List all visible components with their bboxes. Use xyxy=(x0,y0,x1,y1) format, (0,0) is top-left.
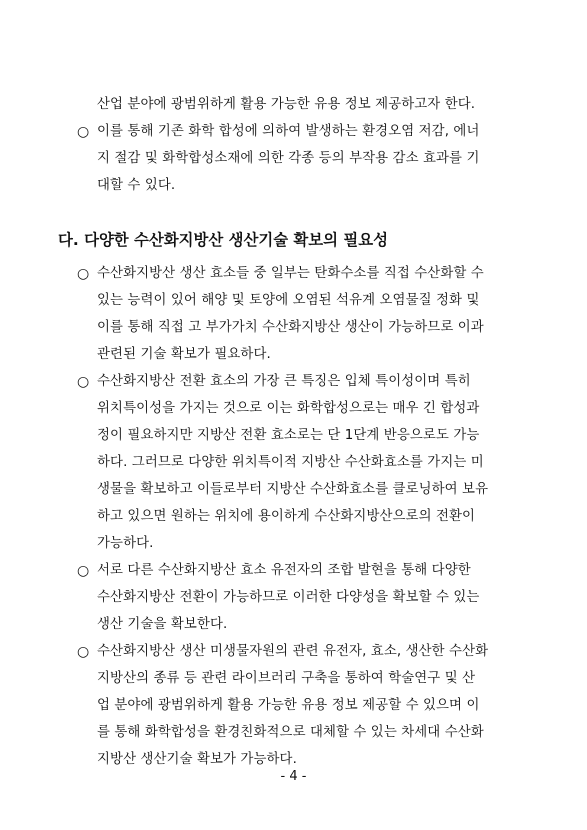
carryover-line: 산업 분야에 광범위하게 활용 가능한 유용 정보 제공하고자 한다. xyxy=(97,97,476,112)
bullet-circle-icon: ○ xyxy=(77,644,90,660)
section-heading: 다. 다양한 수산화지방산 생산기술 확보의 필요성 xyxy=(58,231,388,249)
document-page: 산업 분야에 광범위하게 활용 가능한 유용 정보 제공하고자 한다. ○ 이를 통해 기존 화학 합성에 의하여 발생하는 환경오염 저감, 에너 지 절감 및 화학합성소재에 의한 각종 등의 부작용 감소 효과를 기 대할 수 있다. 다. 다양한 수산화지방산 생산기술 확보의 필요성 ○ 수산화지방산 생산 효소들 중 일부는 탄화수소를 직접 수산화할 수 있는 능력이 있어 해양 및 토양에 오염된 석유계 오염물질 정화 및 이를 통해 직접 고 부가가치 수산화지방산 생산이 가능하므로 이과 관련된 기술 확보가 필요하다. ○ 수산화지방산 전환 효소의 가장 큰 특징은 입체 특이성이며 특히 위치특이성을 가지는 것으로 이는 화학합성으로는 매우 긴 합성과 정이 필요하지만 지방산 전환 효소로는 단 1단계 반응으로도 가능 하다. 그러므로 다양한 위치특이적 지방산 수산화효소를 가지는 미 생물을 확보하고 이들로부터 지방산 수산화효소를 클로닝하여 보유 하고 있으면 원하는 위치에 용이하게 수산화지방산으로의 전환이 가능하다. ○ 서로 다른 수산화지방산 효소 유전자의 조합 발현을 통해 다양한 수산화지방산 전환이 가능하므로 이러한 다양성을 확보할 수 있는 생산 기술을 확보한다. ○ 수산화지방산 생산 미생물자원의 관련 유전자, 효소, 생산한 수산화 지방산의 종류 등 관련 라이브러리 구축을 통하여 학술연구 및 산 업 분야에 광범위하게 활용 가능한 유용 정보 제공할 수 있으며 이 를 통해 화학합성을 환경친화적으로 대체할 수 있는 차세대 수산화 지방산 생산기술 확보가 가능하다. - 4 - xyxy=(0,0,587,830)
bullet-circle-icon: ○ xyxy=(77,266,90,282)
page-number: - 4 - xyxy=(280,769,307,784)
bullet-circle-icon: ○ xyxy=(77,124,90,140)
bullet-circle-icon: ○ xyxy=(77,563,90,579)
bullet-circle-icon: ○ xyxy=(77,374,90,390)
